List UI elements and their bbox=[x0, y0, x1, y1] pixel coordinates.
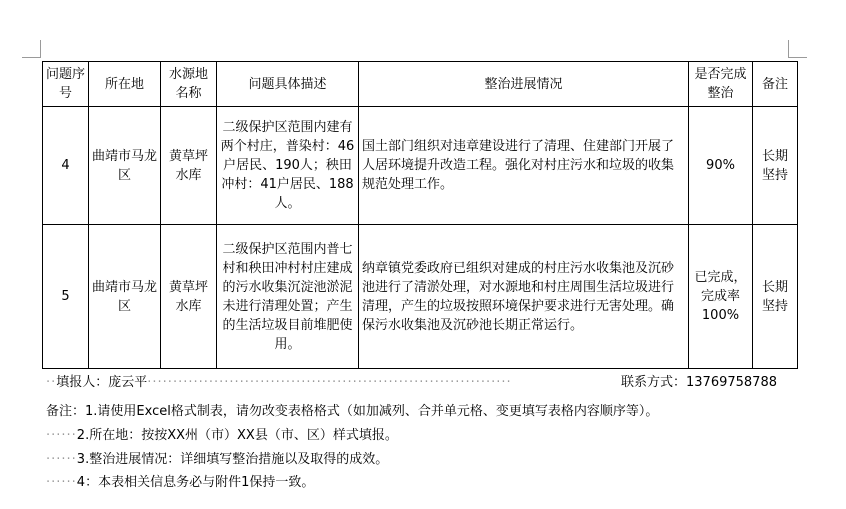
header-source: 水源地名称 bbox=[161, 62, 217, 107]
header-no: 问题序号 bbox=[43, 62, 89, 107]
crop-mark bbox=[40, 40, 41, 58]
rectification-table bbox=[42, 61, 798, 369]
cell-location: 曲靖市马龙区 bbox=[89, 107, 161, 225]
cell-no: 4 bbox=[43, 107, 89, 225]
indent-dots: ······ bbox=[46, 452, 77, 467]
indent-dots: ······ bbox=[46, 475, 77, 490]
table-row bbox=[43, 225, 798, 369]
cell-completed: 90% bbox=[689, 107, 753, 225]
cell-remark: 长期坚持 bbox=[753, 107, 798, 225]
crop-mark bbox=[788, 57, 807, 58]
crop-mark bbox=[22, 57, 41, 58]
cell-description: 二级保护区范围内普七村和秧田冲村村庄建成的污水收集沉淀池淤泥未进行清理处置；产生的生活垃圾目前堆肥使用。 bbox=[217, 225, 359, 369]
note-line-4 bbox=[46, 474, 314, 492]
cell-location: 曲靖市马龙区 bbox=[89, 225, 161, 369]
crop-mark bbox=[788, 40, 789, 58]
cell-progress: 纳章镇党委政府已组织对建成的村庄污水收集池及沉砂池进行了清淤处理，对水源地和村庄周围生活垃圾进行清理，产生的垃圾按照环境保护要求进行无害处理。确保污水收集池及沉砂池长期正常运行。 bbox=[359, 225, 689, 369]
cell-progress: 国土部门组织对违章建设进行了清理、住建部门开展了人居环境提升改造工程。强化对村庄污水和垃圾的收集规范处理工作。 bbox=[359, 107, 689, 225]
filler-line bbox=[46, 374, 512, 392]
cell-remark: 长期坚持 bbox=[753, 225, 798, 369]
cell-description: 二级保护区范围内建有两个村庄，普染村：46户居民、190人；秧田冲村：41户居民、188人。 bbox=[217, 107, 359, 225]
cell-source: 黄草坪水库 bbox=[161, 107, 217, 225]
note-line-3 bbox=[46, 451, 388, 469]
note-text: 4：本表相关信息务必与附件1保持一致。 bbox=[76, 475, 315, 490]
cell-source: 黄草坪水库 bbox=[161, 225, 217, 369]
indent-dots: ······ bbox=[46, 428, 77, 443]
table-row bbox=[43, 107, 798, 225]
contact-label: 联系方式：13769758788 bbox=[621, 375, 777, 390]
note-line-2 bbox=[46, 427, 398, 445]
header-remark: 备注 bbox=[753, 62, 798, 107]
note-text: 2.所在地：按按XX州（市）XX县（市、区）样式填报。 bbox=[76, 428, 398, 443]
header-description: 问题具体描述 bbox=[217, 62, 359, 107]
note-text: 3.整治进展情况：详细填写整治措施以及取得的成效。 bbox=[76, 452, 389, 467]
header-progress: 整治进展情况 bbox=[359, 62, 689, 107]
leader-dots: ·· bbox=[46, 375, 57, 390]
cell-completed: 已完成，完成率100% bbox=[689, 225, 753, 369]
table-header-row bbox=[43, 62, 798, 107]
header-completed: 是否完成整治 bbox=[689, 62, 753, 107]
leader-dots: ······································································· bbox=[147, 375, 512, 390]
filler-label: 填报人：庞云平 bbox=[56, 375, 148, 390]
note-line-1: 备注：1.请使用Excel格式制表，请勿改变表格格式（如加减列、合并单元格、变更填写表格内容顺序等）。 bbox=[46, 404, 659, 419]
cell-no: 5 bbox=[43, 225, 89, 369]
header-location: 所在地 bbox=[89, 62, 161, 107]
